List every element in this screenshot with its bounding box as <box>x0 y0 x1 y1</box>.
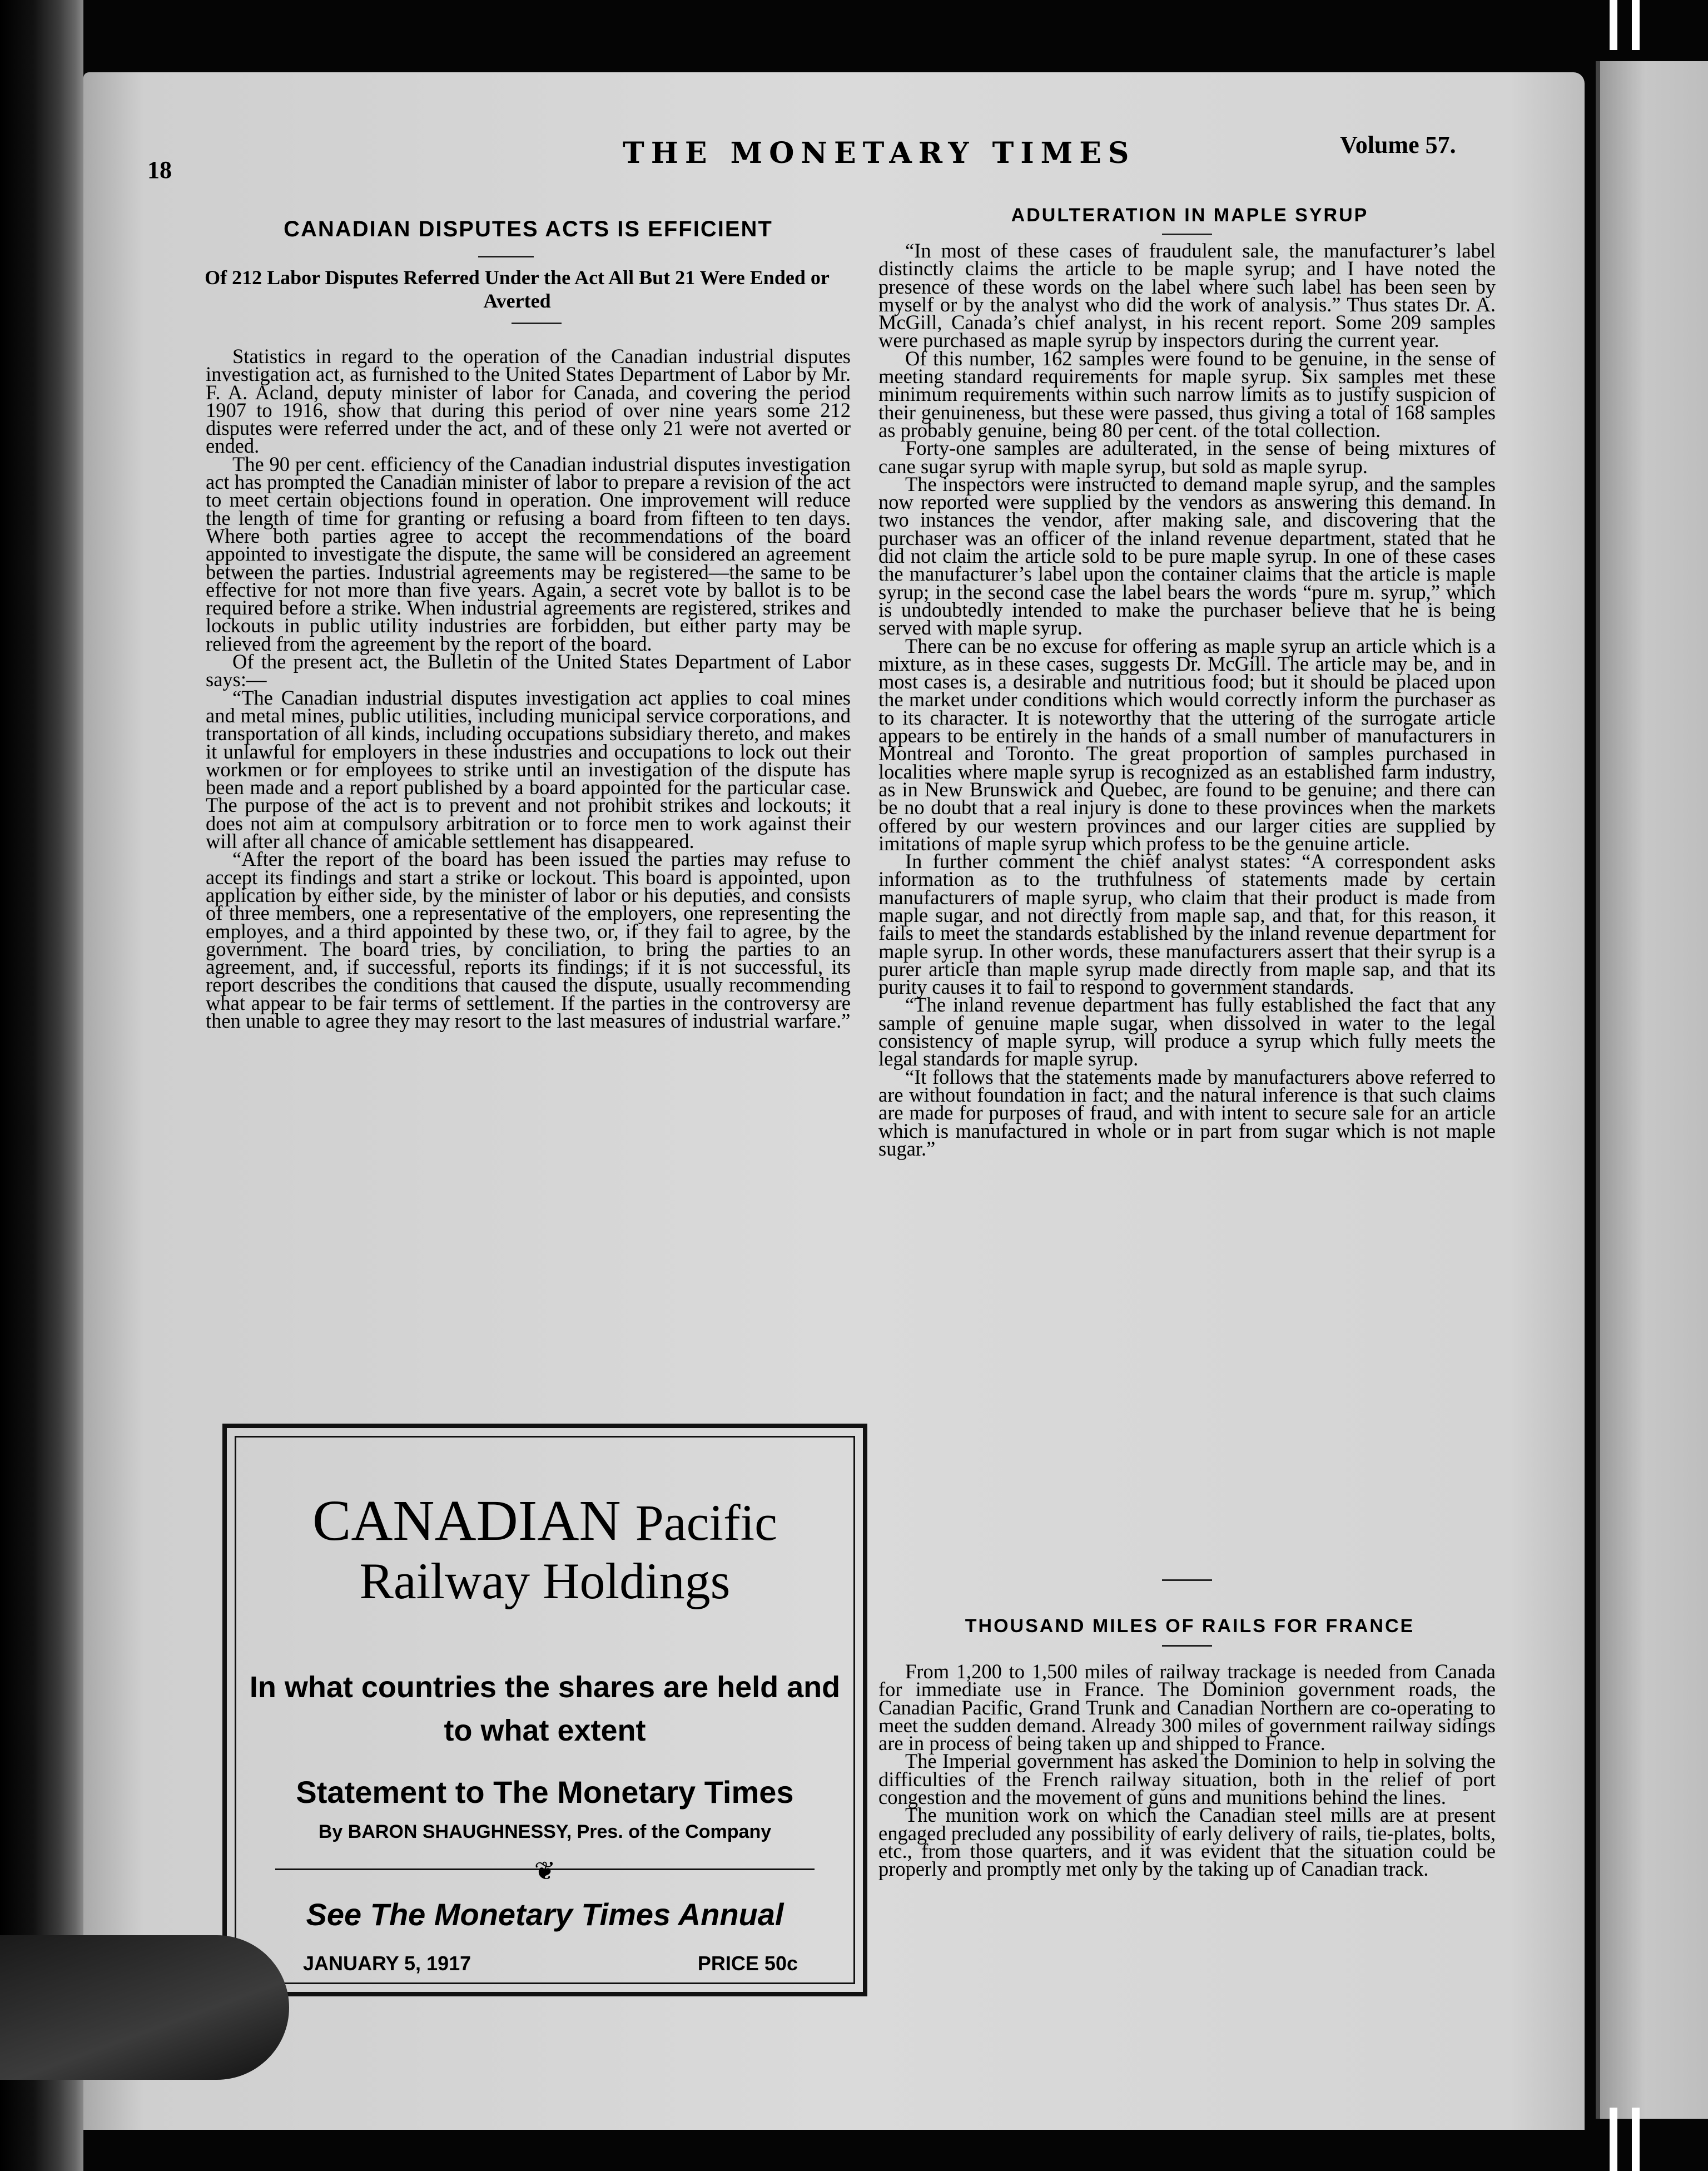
film-edge-mark <box>1610 2108 1617 2171</box>
title-rule <box>478 256 534 257</box>
paragraph: “It follows that the statements made by manufacturers above referred to are without foundation in fact; and the natural inference is that such claims are made for purposes of fraud, and with intent to secure sale for an article which is manufactured in whole or in part from sugar which is not maple sugar.” <box>878 1065 1496 1160</box>
ad-price: PRICE 50c <box>697 1952 798 1975</box>
article-title-maple: ADULTERATION IN MAPLE SYRUP <box>1011 205 1369 226</box>
article-body-maple <box>878 239 1496 1160</box>
paragraph: “The Canadian industrial disputes investigation act applies to coal mines and metal mines, public utilities, including municipal service corporations, and transportation of all kinds, including occupations subsidiary thereto, and makes it unlawful for employers in these industries and occupations to lock out their workmen or for employees to strike until an investigation of the dispute has been made and a report published by a board appointed for the particular case. The purpose of the act is to prevent and not prohibit strikes and lockouts; it does not aim at compulsory arbitration or to force men to work against their will after all chance of amicable settlement has disappeared. <box>206 686 851 853</box>
article-title-disputes: CANADIAN DISPUTES ACTS IS EFFICIENT <box>284 217 773 241</box>
ad-headline-line2: Railway Holdings <box>359 1553 731 1609</box>
paragraph: Of the present act, the Bulletin of the United States Department of Labor says:— <box>206 650 851 691</box>
section-divider <box>1162 1579 1212 1581</box>
paragraph: Forty-one samples are adulterated, in the sense of being mixtures of cane sugar syrup with maple syrup, but sold as maple syrup. <box>878 437 1496 478</box>
film-edge-mark <box>1632 2108 1640 2171</box>
ad-headline-line1 <box>236 1490 853 1553</box>
paragraph: The munition work on which the Canadian steel mills are at present engaged precluded any possibility of early delivery of rails, tie-plates, bolts, etc., from those quarters, and it was evident that the situation could be properly and promptly met only by the taking up of Canadian track. <box>878 1803 1496 1881</box>
ad-date: JANUARY 5, 1917 <box>303 1952 471 1975</box>
paragraph: The Imperial government has asked the Dominion to help in solving the difficulties of the French railway situation, both in the relief of port congestion and the movement of guns and munitions behind the lines. <box>878 1749 1496 1809</box>
ad-statement: Statement to The Monetary Times <box>296 1775 794 1810</box>
paragraph: “After the report of the board has been issued the parties may refuse to accept its findings and start a strike or lockout. This board is appointed, upon application by either side, by the minister of labor or his deputies, and consists of three members, one a representative of the employers, one representing the employes, and a third appointed by these two, or, if they fail to agree, by the government. The board tries, by conciliation, to bring the parties to an agreement, and, if successful, reports its findings; if it is not successful, its report describes the conditions that caused the dispute, usually recommending what appear to be fair terms of settlement. If the parties in the controversy are then unable to agree they may resort to the last measures of industrial warfare.” <box>206 847 851 1032</box>
paragraph: The inspectors were instructed to demand maple syrup, and the samples now reported were supplied by the vendors as answering this demand. In two instances the vendor, after making sale, and discovering that the purchaser was an officer of the inland revenue department, stated that he did not claim the article sold to be pure maple syrup. In one of these cases the manufacturer’s label upon the container claims that the article is maple syrup; in the second case the label bears the words “pure m. syrup,” which is undoubtedly intended to make the purchaser believe that he is being served with maple syrup. <box>878 472 1496 640</box>
ad-question: In what countries the shares are held and to what extent <box>249 1671 841 1747</box>
advertisement-inner-frame <box>235 1436 855 1984</box>
paragraph: There can be no excuse for offering as maple syrup an article which is a mixture, as in these cases, suggests Dr. McGill. The article may be, and in most cases is, a desirable and nutritious food; but it should be placed upon the market under conditions which would correctly inform the purchaser as to its character. It is noteworthy that the uttering of the surrogate article appears to be entirely in the hands of a small number of manufacturers in Montreal and Toronto. The great proportion of samples purchased in localities where maple syrup is recognized as an established farm industry, as in New Brunswick and Quebec, are found to be genuine; and there can be no doubt that a real injury is done to these provinces when the markets offered by our western provinces and our larger cities are supplied by imitations of maple syrup which profess to be the genuine article. <box>878 634 1496 855</box>
ad-headline-canadian: CANADIAN <box>312 1489 621 1553</box>
paragraph: Of this number, 162 samples were found to be genuine, in the sense of meeting standard requirements for maple syrup. Six samples met these minimum requirements within such narrow limits as to justify suspicion of their genuineness, but these were passed, thus giving a total of 168 samples as probably genuine, being 80 per cent. of the total collection. <box>878 346 1496 442</box>
paragraph: In further comment the chief analyst states: “A correspondent asks information as to the truthfulness of statements made by certain manufacturers of maple syrup, who claim that their product is made from maple sugar, and not directly from maple sap, and that, for this reason, it fails to meet the standards established by the inland revenue department for maple syrup. In other words, these manufacturers assert that their syrup is a purer article than maple syrup made directly from maple sap, and that its purity causes it to fail to respond to government standards. <box>878 850 1496 999</box>
facing-page-edge <box>1596 61 1708 2119</box>
article-subtitle-disputes: Of 212 Labor Disputes Referred Under the Act All But 21 Were Ended or Averted <box>205 266 830 312</box>
title-rule <box>1162 1645 1212 1647</box>
paragraph: From 1,200 to 1,500 miles of railway trackage is needed from Canada for immediate use in France. The Dominion government roads, the Canadian Pacific, Grand Trunk and Canadian Northern are co-operating to meet the sudden demand. Already 300 miles of government railway sidings are in process of being taken up and shipped to France. <box>878 1660 1496 1755</box>
ad-byline: By BARON SHAUGHNESSY, Pres. of the Company <box>318 1821 772 1842</box>
ad-see-annual: See The Monetary Times Annual <box>306 1897 784 1932</box>
film-edge-mark <box>1632 0 1640 50</box>
article-title-rails: THOUSAND MILES OF RAILS FOR FRANCE <box>965 1615 1415 1637</box>
article-body-rails <box>878 1660 1496 1881</box>
ad-headline-pacific: Pacific <box>635 1494 778 1551</box>
film-edge-mark <box>1610 0 1617 50</box>
ornament-icon: ❦ <box>534 1857 556 1885</box>
paragraph: “The inland revenue department has fully established the fact that any sample of genuine maple sugar, when dissolved in water to the legal consistency of maple syrup, will produce a syrup which fully meets the legal standards for maple syrup. <box>878 993 1496 1070</box>
page-clip-shadow <box>0 1935 289 2080</box>
paragraph: “In most of these cases of fraudulent sale, the manufacturer’s label distinctly claims the article to be maple syrup; and I have noted the presence of these words on the label where such label has been seen by myself or by the analyst who did the work of analysis.” Thus states Dr. A. McGill, Canada’s chief analyst, in his recent report. Some 209 samples were purchased as maple syrup by inspectors during the current year. <box>878 239 1496 352</box>
page-number: 18 <box>147 156 172 184</box>
title-rule <box>1162 234 1212 235</box>
volume-label: Volume 57. <box>1340 131 1456 158</box>
advertisement-box <box>222 1424 867 1996</box>
masthead: THE MONETARY TIMES <box>623 136 1136 170</box>
subtitle-rule <box>512 323 562 324</box>
paragraph: Statistics in regard to the operation of the Canadian industrial disputes investigation act, as furnished to the United States Department of Labor by Mr. F. A. Acland, deputy minister of labor for Canada, and covering the period 1907 to 1916, show that during this period of over nine years some 212 disputes were referred under the act, and of these only 21 were not averted or ended. <box>206 345 851 458</box>
article-body-disputes <box>206 345 851 1032</box>
book-spine <box>0 0 83 2171</box>
paragraph: The 90 per cent. efficiency of the Canadian industrial disputes investigation act has prompted the Canadian minister of labor to prepare a revision of the act to meet certain objections found in operation. One improvement will reduce the length of time for granting or refusing a board from fifteen to ten days. Where both parties agree to accept the recommendations of the board appointed to investigate the dispute, the same will be considered an agreement between the parties. Industrial agreements may be registered—the same to be effective for not more than five years. Again, a secret vote by ballot is to be required before a strike. When industrial agreements are registered, strikes and lockouts in public utility industries are forbidden, but either party may be relieved from the agreement by the report of the board. <box>206 452 851 655</box>
